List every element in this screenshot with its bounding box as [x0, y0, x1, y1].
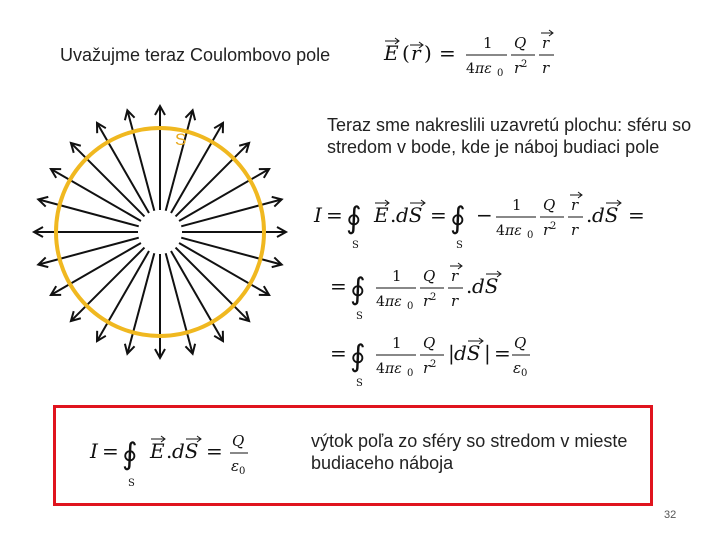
svg-text:πε: πε	[505, 223, 522, 239]
svg-text:(: (	[402, 41, 410, 65]
svg-text:∮: ∮	[450, 201, 466, 236]
svg-text:=: =	[330, 341, 347, 365]
svg-text:0: 0	[239, 466, 246, 477]
svg-text:r: r	[423, 359, 431, 377]
svg-text:4: 4	[376, 361, 385, 377]
svg-text:Q: Q	[423, 334, 436, 352]
svg-text:I: I	[90, 439, 98, 463]
svg-text:r: r	[411, 41, 421, 65]
svg-text:r: r	[571, 221, 579, 239]
svg-text:−: −	[476, 203, 493, 227]
svg-text:2: 2	[550, 221, 557, 232]
svg-text:.: .	[466, 274, 473, 298]
svg-text:=: =	[430, 203, 447, 227]
svg-text:S: S	[356, 378, 363, 389]
svg-text:1: 1	[483, 34, 493, 52]
svg-text:Q: Q	[514, 334, 527, 352]
svg-text:dS: dS	[592, 203, 619, 227]
svg-text:Q: Q	[514, 34, 527, 52]
svg-text:4: 4	[466, 61, 475, 77]
flux-note-text: výtok poľa zo sféry so stredom v mieste budiaceho náboja	[311, 431, 628, 473]
svg-text:E: E	[384, 41, 399, 65]
sphere-label: S	[175, 130, 187, 149]
svg-text:S: S	[352, 240, 359, 251]
svg-text:πε: πε	[385, 294, 402, 310]
svg-text:S: S	[128, 478, 135, 489]
svg-text:ε: ε	[231, 457, 240, 475]
svg-text:Q: Q	[543, 196, 556, 214]
svg-text:∮: ∮	[122, 437, 138, 472]
svg-text:dS: dS	[172, 439, 199, 463]
svg-text:=: =	[102, 439, 119, 463]
svg-text:=: =	[330, 274, 347, 298]
slide-number: 32	[664, 509, 677, 521]
svg-text:r: r	[542, 59, 550, 77]
svg-text:r: r	[451, 267, 459, 285]
svg-text:=: =	[439, 41, 456, 65]
svg-text:r: r	[571, 196, 579, 214]
svg-text:dS: dS	[454, 341, 481, 365]
svg-text:0: 0	[407, 301, 414, 312]
svg-text:E: E	[374, 203, 389, 227]
svg-text:): )	[424, 41, 432, 65]
svg-text:πε: πε	[385, 361, 402, 377]
svg-text:4: 4	[376, 294, 385, 310]
svg-text:πε: πε	[475, 61, 492, 77]
svg-text:∮: ∮	[346, 201, 362, 236]
svg-text:0: 0	[521, 368, 528, 379]
svg-text:Q: Q	[232, 432, 245, 450]
svg-text:r: r	[514, 59, 522, 77]
svg-text:.: .	[390, 203, 397, 227]
svg-text:=: =	[494, 341, 511, 365]
svg-text:Q: Q	[423, 267, 436, 285]
svg-text:2: 2	[430, 359, 437, 370]
svg-text:r: r	[543, 221, 551, 239]
svg-text:dS: dS	[396, 203, 423, 227]
svg-text:S: S	[356, 311, 363, 322]
svg-text:2: 2	[521, 59, 528, 70]
svg-text:|: |	[484, 341, 491, 365]
svg-text:1: 1	[392, 267, 402, 285]
svg-text:I: I	[314, 203, 322, 227]
svg-text:S: S	[456, 240, 463, 251]
description-text: Teraz sme nakreslili uzavretú plochu: sféru so stredom v bode, kde je náboj budiaci pole	[327, 115, 692, 157]
svg-text:.: .	[166, 439, 173, 463]
svg-text:ε: ε	[513, 359, 522, 377]
slide-title: Uvažujme teraz Coulombovo pole	[60, 45, 331, 65]
svg-text:0: 0	[497, 68, 504, 79]
svg-text:1: 1	[512, 196, 522, 214]
svg-text:0: 0	[527, 230, 534, 241]
svg-text:r: r	[542, 34, 550, 52]
svg-text:∮: ∮	[350, 272, 366, 307]
svg-text:.: .	[586, 203, 593, 227]
svg-text:r: r	[423, 292, 431, 310]
svg-text:0: 0	[407, 368, 414, 379]
svg-text:=: =	[326, 203, 343, 227]
svg-text:∮: ∮	[350, 339, 366, 374]
svg-text:=: =	[628, 203, 645, 227]
svg-text:4: 4	[496, 223, 505, 239]
svg-text:E: E	[150, 439, 165, 463]
svg-text:=: =	[206, 439, 223, 463]
svg-text:r: r	[451, 292, 459, 310]
svg-text:|: |	[448, 341, 455, 365]
svg-text:dS: dS	[472, 274, 499, 298]
svg-text:2: 2	[430, 292, 437, 303]
svg-text:1: 1	[392, 334, 402, 352]
